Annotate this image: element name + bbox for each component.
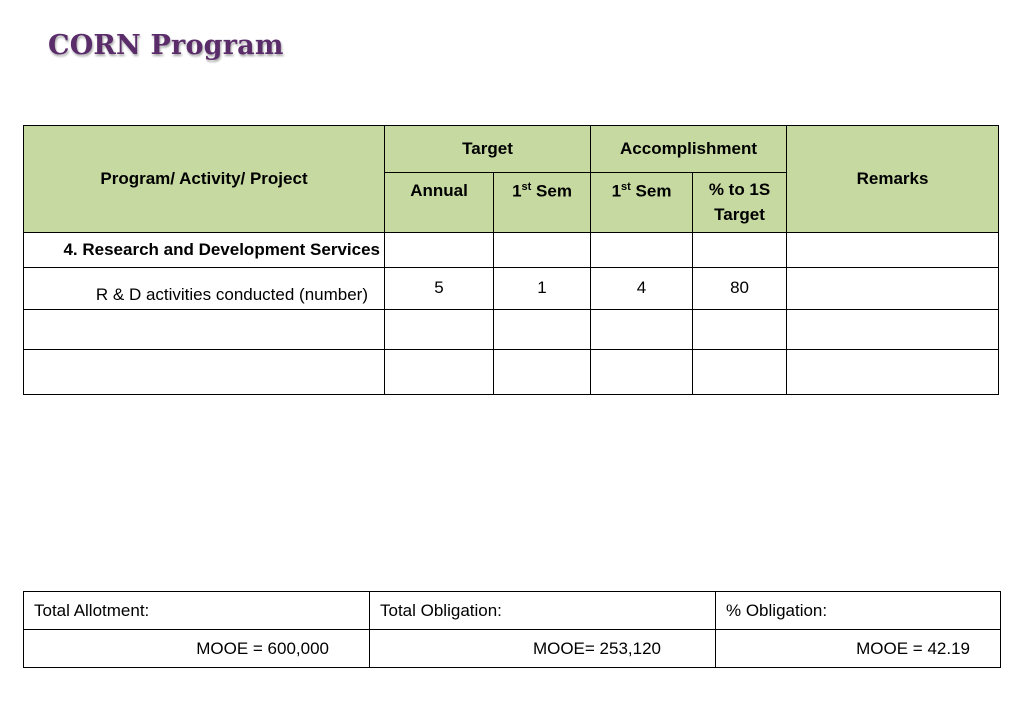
total-allotment-label: Total Allotment: — [24, 592, 370, 630]
header-annual: Annual — [385, 173, 494, 233]
pct-obligation-value: MOOE = 42.19 — [716, 630, 1001, 668]
total-allotment-value: MOOE = 600,000 — [24, 630, 370, 668]
header-target: Target — [385, 126, 591, 173]
accomplishment-table — [23, 125, 999, 395]
annual-value: 5 — [385, 268, 494, 310]
budget-summary-table — [23, 591, 1001, 668]
total-obligation-label: Total Obligation: — [370, 592, 716, 630]
header-accomplishment-1st-sem: 1st Sem — [591, 173, 693, 233]
header-target-1st-sem: 1st Sem — [494, 173, 591, 233]
table-row-section — [24, 233, 999, 268]
header-program: Program/ Activity/ Project — [24, 126, 385, 233]
table-row — [24, 350, 999, 395]
pct-obligation-label: % Obligation: — [716, 592, 1001, 630]
header-accomplishment: Accomplishment — [591, 126, 787, 173]
page-title: CORN Program — [48, 30, 284, 61]
pct-to-1s-target-value: 80 — [693, 268, 787, 310]
total-obligation-value: MOOE= 253,120 — [370, 630, 716, 668]
section-label: 4. Research and Development Services — [24, 233, 385, 268]
table-row — [24, 310, 999, 350]
header-remarks: Remarks — [787, 126, 999, 233]
remarks-value — [787, 268, 999, 310]
header-pct-to-1s-target: % to 1S Target — [693, 173, 787, 233]
activity-name: R & D activities conducted (number) — [24, 268, 385, 310]
accomplishment-1st-sem-value: 4 — [591, 268, 693, 310]
target-1st-sem-value: 1 — [494, 268, 591, 310]
table-row — [24, 268, 999, 310]
